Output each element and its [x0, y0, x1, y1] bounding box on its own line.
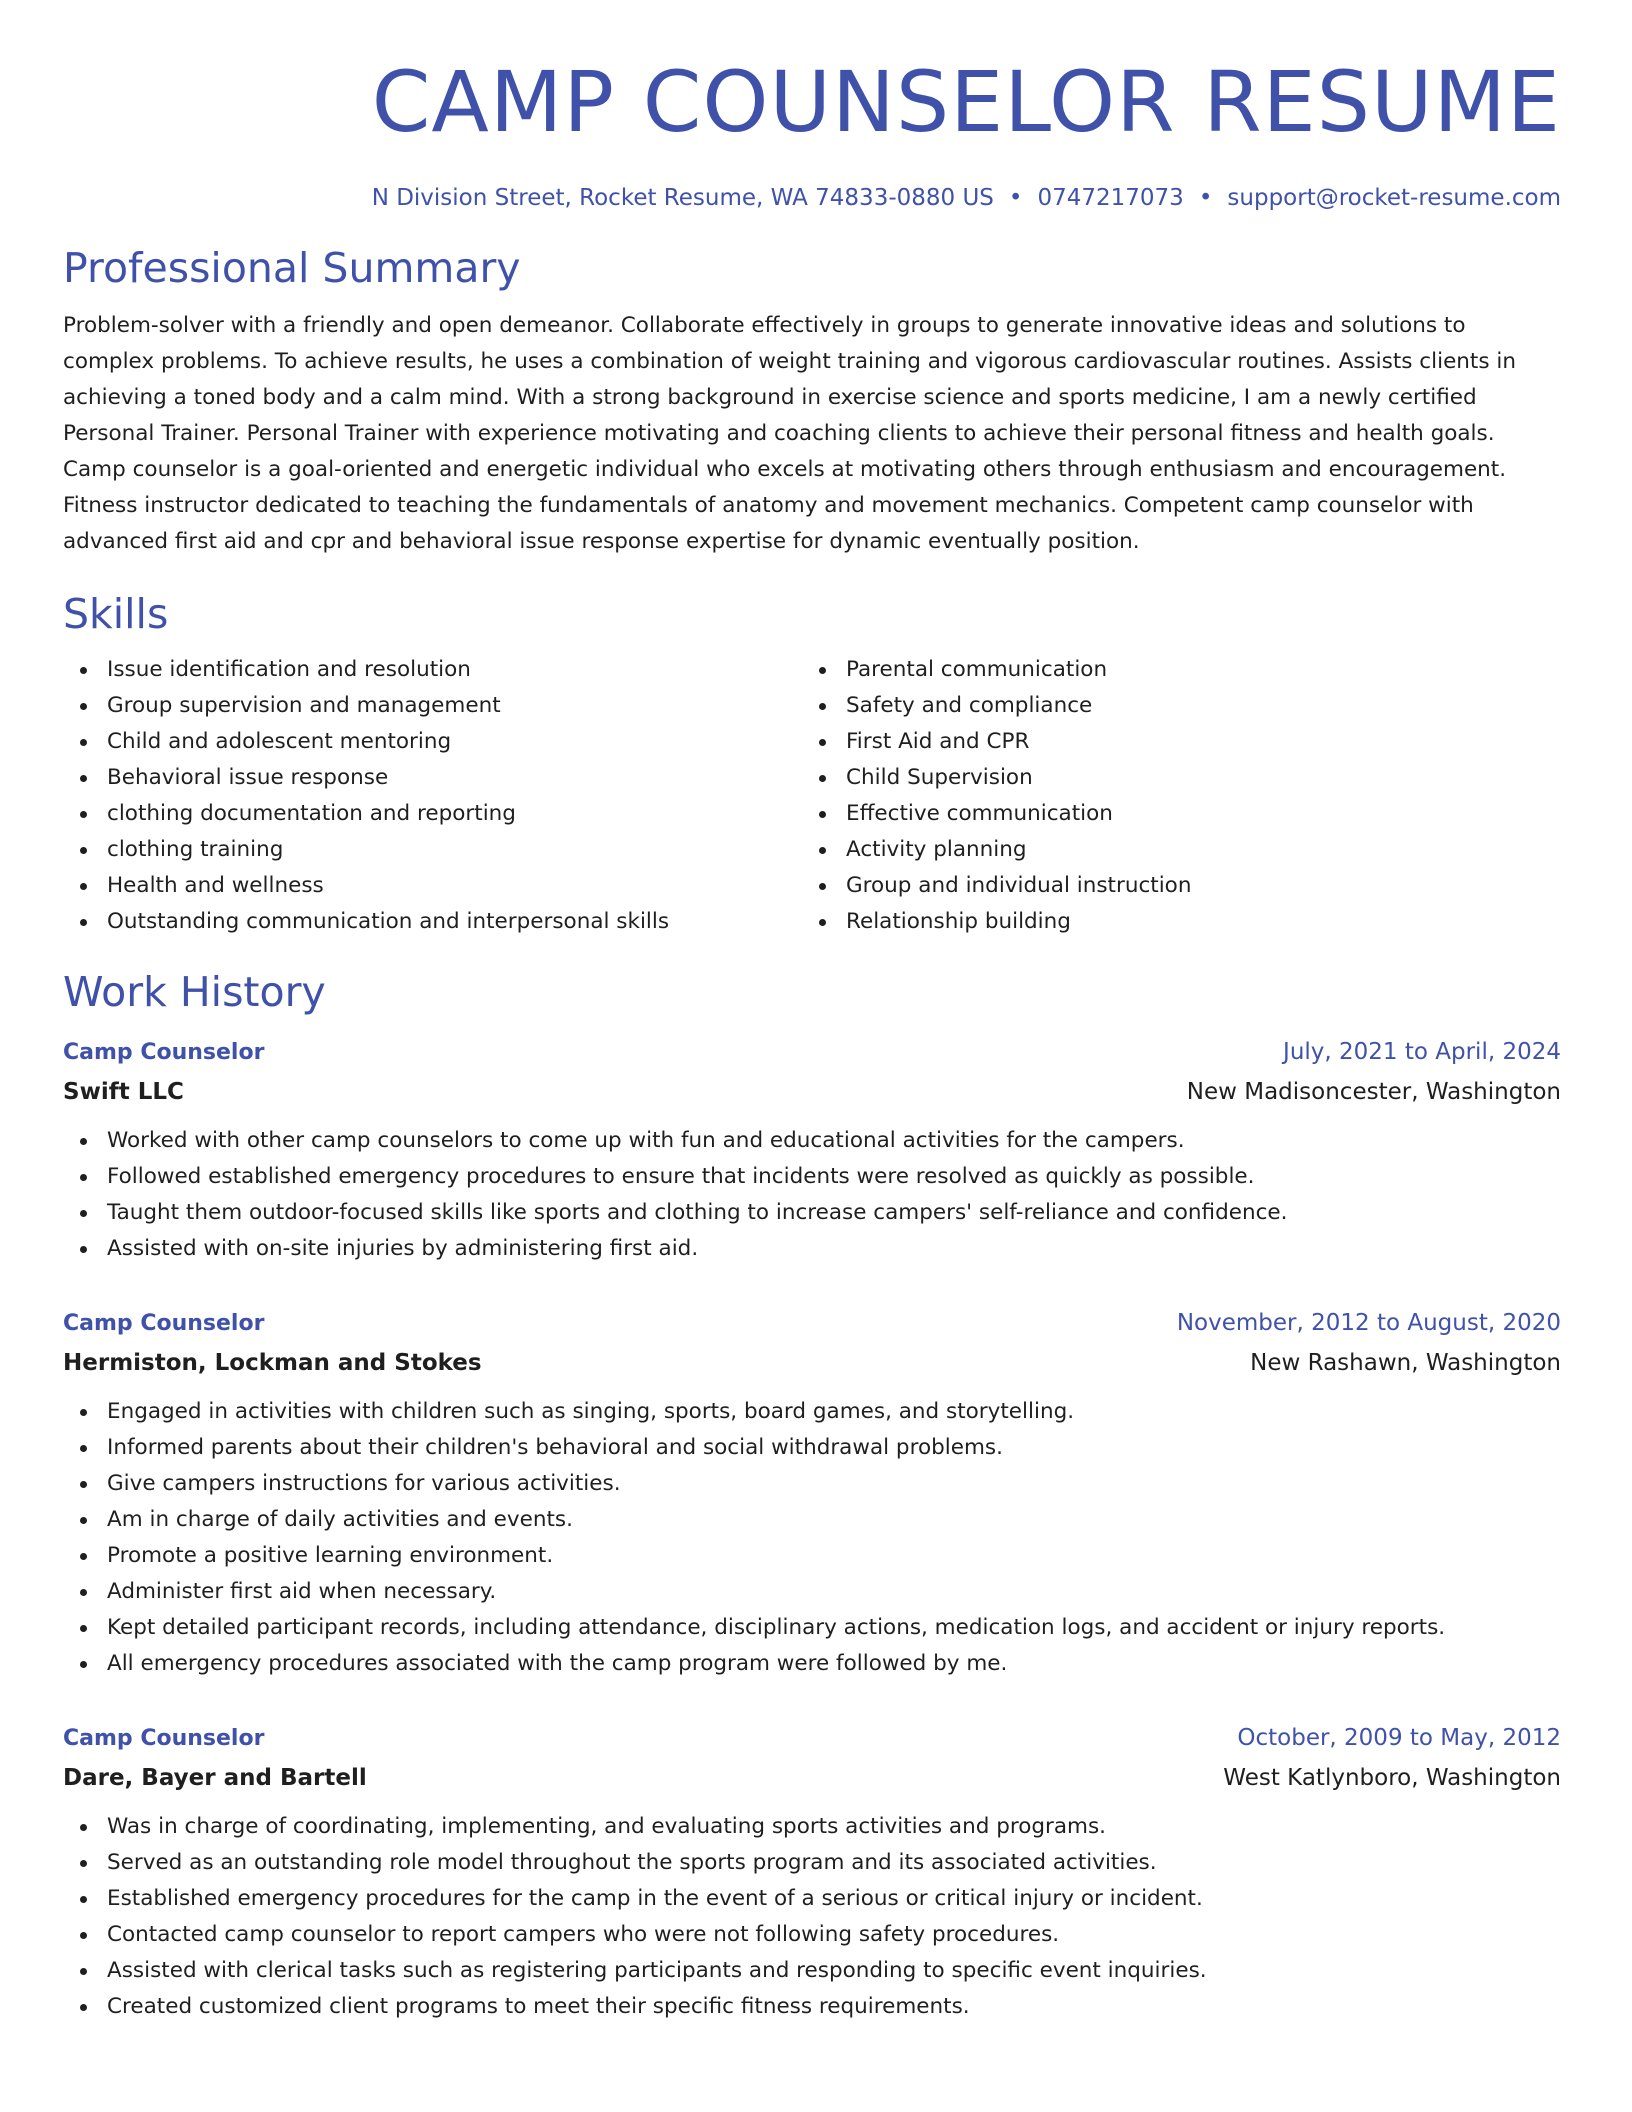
summary-text: Problem-solver with a friendly and open demeanor. Collaborate effectively in groups to generate innovative ideas and solutions to complex problems. To achieve results, he uses a combination of weight training and vigorous cardiovascular routines. Assists clients in achieving a toned body and a calm mind. With a strong background in exercise science and sports medicine, I am a newly certified Personal Trainer. Personal Trainer with experience motivating and coaching clients to achieve their personal fitness and health goals. Camp counselor is a goal-oriented and energetic individual who excels at motivating others through enthusiasm and encouragement. Fitness instructor dedicated to teaching the fundamentals of anatomy and movement mechanics. Competent camp counselor with advanced first aid and cpr and behavioral issue response expertise for dynamic eventually position. [63, 313, 1516, 554]
contact-address: N Division Street, Rocket Resume, WA 74833-0880 US [371, 185, 994, 211]
skill-item: clothing training [63, 832, 802, 868]
job-duties [63, 1809, 1561, 2025]
job-duty: Administer first aid when necessary. [63, 1574, 1561, 1610]
job-employer-row [63, 1073, 1561, 1111]
job-duty: Informed parents about their children's behavioral and social withdrawal problems. [63, 1430, 1561, 1466]
job-title: Camp Counselor [63, 1040, 265, 1065]
job-duty: Followed established emergency procedures to ensure that incidents were resolved as quickly as possible. [63, 1159, 1561, 1195]
summary-heading: Professional Summary [63, 244, 521, 292]
resume-header [63, 0, 1561, 214]
skill-item: clothing documentation and reporting [63, 796, 802, 832]
job-duty: Kept detailed participant records, including attendance, disciplinary actions, medication logs, and accident or injury reports. [63, 1610, 1561, 1646]
job-dates: July, 2021 to April, 2024 [1283, 1039, 1561, 1065]
job-employer-row [63, 1759, 1561, 1797]
skill-item: Effective communication [802, 796, 1541, 832]
job-company: Dare, Bayer and Bartell [63, 1765, 367, 1791]
job-duty: Engaged in activities with children such as singing, sports, board games, and storytelling. [63, 1394, 1561, 1430]
job-duties [63, 1123, 1561, 1267]
skill-item: Child Supervision [802, 760, 1541, 796]
job-duty: Contacted camp counselor to report campers who were not following safety procedures. [63, 1917, 1561, 1953]
skill-item: Behavioral issue response [63, 760, 802, 796]
contact-phone: 0747217073 [1037, 185, 1184, 211]
job-header-row [63, 1718, 1561, 1759]
contact-email: support@rocket-resume.com [1227, 185, 1561, 211]
contact-line [63, 182, 1561, 214]
job-duty: Give campers instructions for various activities. [63, 1466, 1561, 1502]
skills-column-left [63, 652, 802, 940]
job-header-row [63, 1303, 1561, 1344]
job-location: West Katlynboro, Washington [1223, 1765, 1561, 1791]
skill-item: Group and individual instruction [802, 868, 1541, 904]
job-entry [63, 1303, 1561, 1682]
skill-item: Parental communication [802, 652, 1541, 688]
job-dates: November, 2012 to August, 2020 [1176, 1310, 1561, 1336]
contact-separator: • [1008, 185, 1023, 211]
job-location: New Rashawn, Washington [1250, 1350, 1561, 1376]
job-duties [63, 1394, 1561, 1682]
work-history-heading: Work History [63, 968, 326, 1016]
job-duty: Served as an outstanding role model throughout the sports program and its associated activities. [63, 1845, 1561, 1881]
job-duty: Am in charge of daily activities and events. [63, 1502, 1561, 1538]
skill-item: Activity planning [802, 832, 1541, 868]
job-header-row [63, 1032, 1561, 1073]
skill-item: Outstanding communication and interpersonal skills [63, 904, 802, 940]
skills-list [63, 652, 1561, 940]
job-title: Camp Counselor [63, 1311, 265, 1336]
resume-name: CAMP COUNSELOR RESUME [371, 53, 1561, 151]
skill-item: Group supervision and management [63, 688, 802, 724]
job-duty: Taught them outdoor-focused skills like sports and clothing to increase campers' self-reliance and confidence. [63, 1195, 1561, 1231]
job-duty: Promote a positive learning environment. [63, 1538, 1561, 1574]
skill-item: Issue identification and resolution [63, 652, 802, 688]
skill-item: Relationship building [802, 904, 1541, 940]
skill-item: Safety and compliance [802, 688, 1541, 724]
job-duty: Worked with other camp counselors to come up with fun and educational activities for the campers. [63, 1123, 1561, 1159]
skill-item: Health and wellness [63, 868, 802, 904]
job-company: Swift LLC [63, 1079, 184, 1105]
job-employer-row [63, 1344, 1561, 1382]
skills-column-right [802, 652, 1541, 940]
skills-heading: Skills [63, 590, 169, 638]
job-duty: Was in charge of coordinating, implementing, and evaluating sports activities and programs. [63, 1809, 1561, 1845]
skill-item: Child and adolescent mentoring [63, 724, 802, 760]
skill-item: First Aid and CPR [802, 724, 1541, 760]
job-duty: Created customized client programs to meet their specific fitness requirements. [63, 1989, 1561, 2025]
job-location: New Madisoncester, Washington [1186, 1079, 1561, 1105]
job-dates: October, 2009 to May, 2012 [1237, 1725, 1561, 1751]
job-duty: Established emergency procedures for the camp in the event of a serious or critical injury or incident. [63, 1881, 1561, 1917]
job-title: Camp Counselor [63, 1726, 265, 1751]
resume-page [63, 0, 1561, 2025]
job-duty: Assisted with clerical tasks such as registering participants and responding to specific event inquiries. [63, 1953, 1561, 1989]
job-duty: Assisted with on-site injuries by administering first aid. [63, 1231, 1561, 1267]
contact-separator: • [1198, 185, 1213, 211]
job-company: Hermiston, Lockman and Stokes [63, 1350, 482, 1376]
job-entry [63, 1718, 1561, 2025]
job-entry [63, 1032, 1561, 1267]
job-duty: All emergency procedures associated with the camp program were followed by me. [63, 1646, 1561, 1682]
